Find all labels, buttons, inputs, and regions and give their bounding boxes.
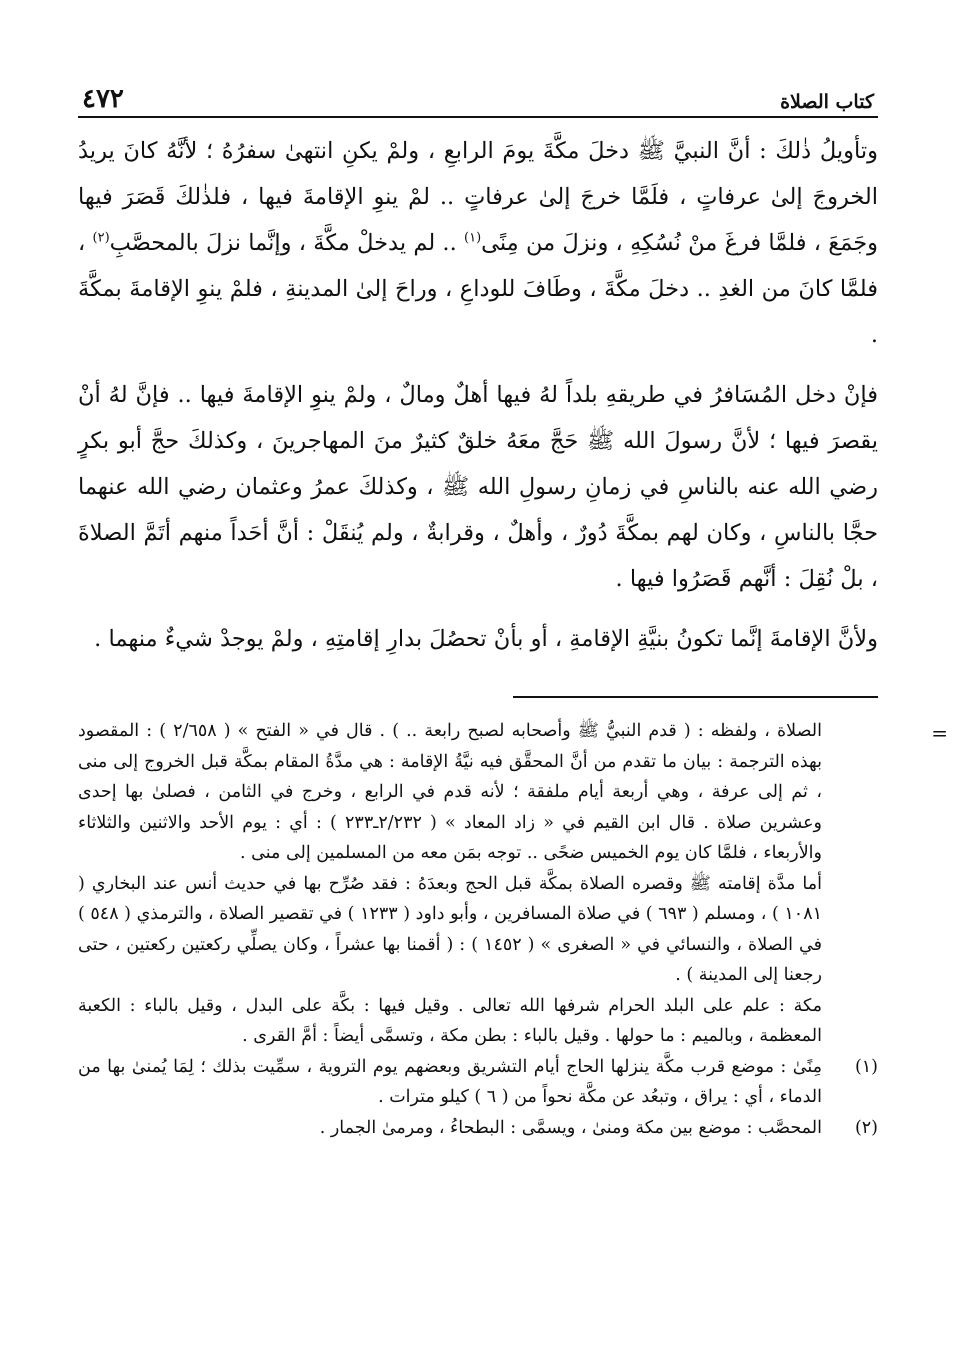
footnote-ref-2: (٢) (92, 230, 110, 246)
book-page (78, 78, 948, 1143)
footnote-1-text: مِنًىٰ : موضع قرب مكَّة ينزلها الحاج أيام التشريق وبعضهم يوم التروية ، سمِّيت بذلك ؛ لِمَا يُمنىٰ بها من الدماء ، أي : يراق ، وتبعُد عن مكَّة نحواً من ( ٦ ) كيلو مترات . (78, 1056, 822, 1107)
footnote-continuation-marker: = (931, 721, 948, 745)
running-head: كتاب الصلاة (780, 91, 874, 113)
footnote-ref-1: (١) (464, 230, 482, 246)
footnote-2-text: المحصَّب : موضع بين مكة ومنىٰ ، ويسمَّى : البطحاءُ ، ومرمىٰ الجمار . (319, 1117, 822, 1138)
paragraph-1-part3: ، فلمَّا كانَ من الغدِ .. دخلَ مكَّةَ ، وطَافَ للوداعِ ، وراحَ إلىٰ المدينةِ ، فلمْ ينوِ الإقامةَ بمكَّةَ . (78, 230, 878, 348)
footnote-continued-2: أما مدَّة إقامته ﷺ وقصره الصلاة بمكَّة قبل الحج وبعدَهُ : فقد صُرِّح بها في حديث أنس عند البخاري ( ١٠٨١ ) ، ومسلم ( ٦٩٣ ) في صلاة المسافرين ، وأبو داود ( ١٢٣٣ ) في تقصير الصلاة ، والترمذي ( ٥٤٨ ) في الصلاة ، والنسائي في « الصغرى » ( ١٤٥٢ ) : ( أقمنا بها عشراً ، وكان يصلِّي ركعتين ركعتين ، حتى رجعنا إلى المدينة ) . (78, 873, 822, 985)
paragraph-1 (78, 128, 878, 358)
paragraph-1-part1: وتأويلُ ذٰلكَ : أنَّ النبيَّ ﷺ دخلَ مكَّةَ يومَ الرابعِ ، ولمْ يكنِ انتهىٰ سفرُهُ ؛ لأنَّهُ كانَ يريدُ الخروجَ إلىٰ عرفاتٍ ، فلَمَّا خرجَ إلىٰ عرفاتٍ .. لمْ ينوِ الإقامةَ فيها ، فلذٰلكَ قَصَرَ فيها وجَمَعَ ، فلمَّا فرغَ منْ نُسُكِهِ ، ونزلَ من مِنًى (78, 138, 878, 256)
footnote-divider (513, 696, 878, 698)
footnote-2 (78, 1113, 878, 1144)
footnote-1-number: (١) (854, 1056, 878, 1077)
paragraph-1-part2: .. لم يدخلْ مكَّةَ ، وإنَّما نزلَ بالمحصَّبِ (109, 230, 464, 256)
footnote-continued-3: مكة : علم على البلد الحرام شرفها الله تعالى . وقيل فيها : بكَّة على البدل ، وقيل بالباء : الكعبة المعظمة ، وبالميم : ما حولها . وقيل بالباء : بطن مكة ، وتسمَّى أيضاً : أمَّ القرى . (78, 995, 822, 1046)
footnote-2-number: (٢) (854, 1117, 878, 1138)
main-text (78, 128, 878, 662)
footnote-continued-1: الصلاة ، ولفظه : ( قدم النبيُّ ﷺ وأصحابه لصبح رابعة .. ) . قال في « الفتح » ( ٢/٦٥٨ ) : المقصود بهذه الترجمة : بيان ما تقدم من أنَّ المحقَّق فيه نيَّةُ الإقامة : هي مدَّةُ المقام بمكَّة قبل الخروج إلى منى ، ثم إلى عرفة ، وهي أربعة أيام ملفقة ؛ لأنه قدم في الرابع ، وخرج في الثامن ، فصلىٰ بها إحدى وعشرين صلاة . قال ابن القيم في « زاد المعاد » ( ٢/٢٣٢ـ٢٣٣ ) : أي : يوم الأحد والاثنين والثلاثاء والأربعاء ، فلمَّا كان يوم الخميس ضحًى .. توجه بمَن معه من المسلمين إلى منى . (78, 721, 822, 863)
paragraph-2: فإنْ دخل المُسَافرُ في طريقهِ بلداً لهُ فيها أهلٌ ومالٌ ، ولمْ ينوِ الإقامةَ فيها .. فإنَّ لهُ أنْ يقصرَ فيها ؛ لأنَّ رسولَ الله ﷺ حَجَّ معَهُ خلقٌ كثيرٌ منَ المهاجرينَ ، وكذلكَ حجَّ أبو بكرٍ رضي الله عنه بالناسِ في زمانِ رسولِ الله ﷺ ، وكذلكَ عمرُ وعثمان رضي الله عنهما حجَّا بالناسِ ، وكان لهم بمكَّةَ دُورٌ ، وأهلٌ ، وقرابةٌ ، ولم يُنقَلْ : أنَّ أحَداً منهم أتَمَّ الصلاةَ ، بلْ نُقِلَ : أنَّهم قَصَرُوا فيها . (78, 382, 878, 592)
footnotes (78, 716, 948, 1143)
page-header (78, 78, 878, 118)
footnote-1 (78, 1052, 878, 1113)
paragraph-3: ولأنَّ الإقامةَ إنَّما تكونُ بنيَّةِ الإقامةِ ، أو بأنْ تحصُلَ بدارِ إقامتِهِ ، ولمْ يوجدْ شيءٌ منهما . (94, 626, 878, 652)
page-number: ٤٧٢ (82, 84, 124, 114)
